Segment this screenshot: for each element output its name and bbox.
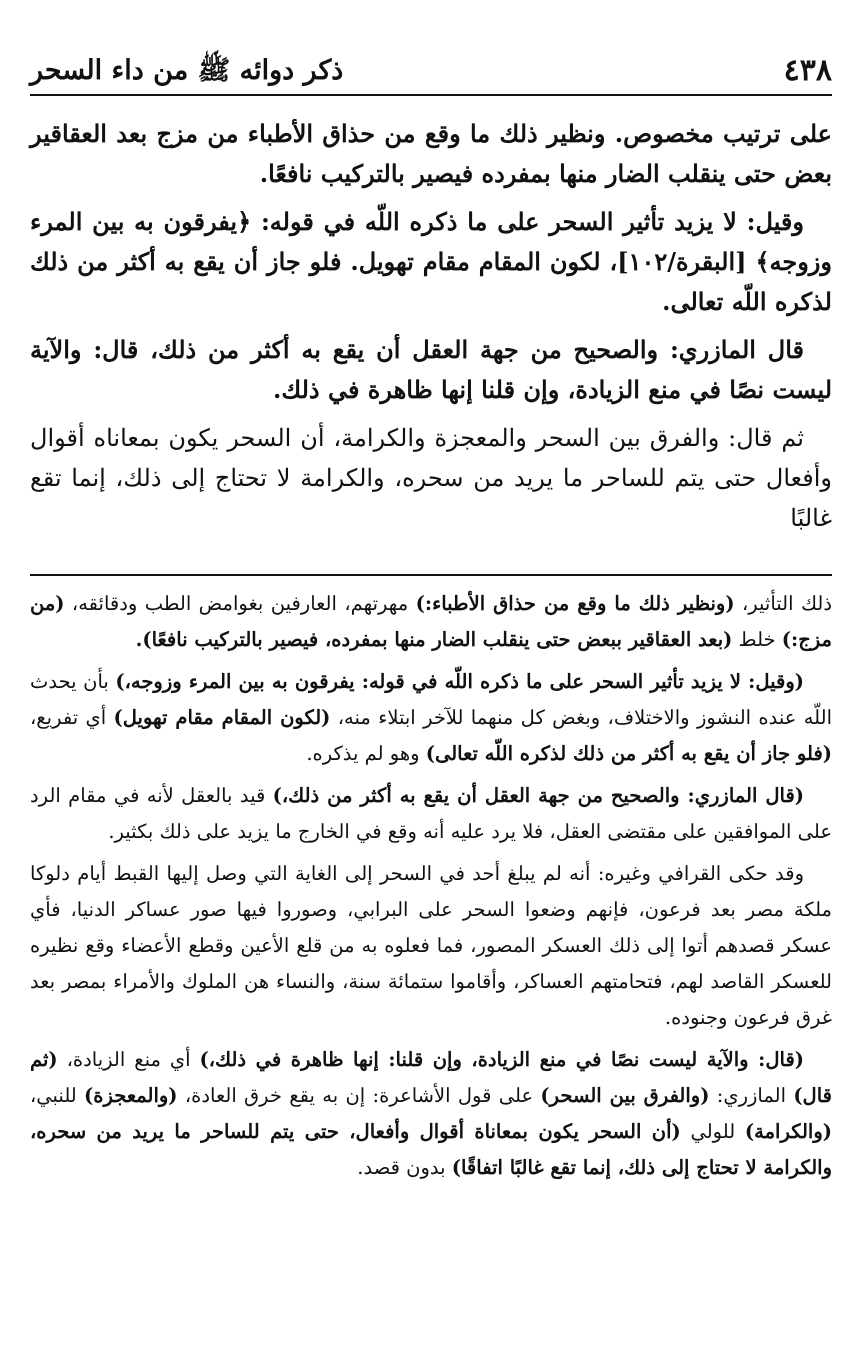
quoted-text: (لكون المقام مقام تهويل) <box>113 706 331 729</box>
quoted-text: (ونظير ذلك ما وقع من حذاق الأطباء:) <box>415 592 735 615</box>
commentary-text: بأن يحدث اللّه عنده النشوز والاختلاف، وبغض كل منهما للآخر ابتلاء منه، <box>30 670 832 729</box>
commentary-text: ذلك التأثير، <box>734 592 833 615</box>
main-paragraph: وقيل: لا يزيد تأثير السحر على ما ذكره اللّه في قوله: ﴿يفرقون به بين المرء وزوجه﴾ [البقرة/١٠٢]، لكون المقام مقام تهويل. فلو جاز أن يقع به أكثر من ذلك لذكره اللّه تعالى. <box>30 207 832 316</box>
commentary-text: قيد بالعقل لأنه في مقام الرد على الموافقين على مقتضى العقل، فلا يرد عليه أنه وقع في الخارج ما يزيد على ذلك بكثير. <box>30 784 832 843</box>
commentary <box>30 586 832 1186</box>
commentary-text: للولي <box>680 1120 745 1143</box>
commentary-paragraph <box>30 664 832 772</box>
main-paragraph: قال المازري: والصحيح من جهة العقل أن يقع به أكثر من ذلك، قال: والآية ليست نصًا في منع الزيادة، وإن قلنا إنها ظاهرة في ذلك. <box>30 335 832 404</box>
quoted-text: (قال: والآية ليست نصًا في منع الزيادة، وإن قلنا: إنها ظاهرة في ذلك،) <box>199 1048 804 1071</box>
quoted-text: (والكرامة) <box>744 1120 832 1143</box>
commentary-text: وهو لم يذكره. <box>306 742 426 765</box>
commentary-text: بدون قصد. <box>357 1156 452 1179</box>
commentary-text: مهرتهم، العارفين بغوامض الطب ودقائقه، <box>64 592 416 615</box>
page-number: ٤٣٨ <box>783 53 832 88</box>
quoted-text: (والمعجزة) <box>84 1084 178 1107</box>
quoted-text: (ثم قال) <box>30 1048 832 1107</box>
commentary-text: على قول الأشاعرة: إن به يقع خرق العادة، <box>177 1084 541 1107</box>
running-title: ذكر دوائه ﷺ من داء السحر <box>30 55 344 86</box>
main-paragraph: على ترتيب مخصوص. ونظير ذلك ما وقع من حذاق الأطباء من مزج بعد العقاقير بعض حتى ينقلب الضار منها بمفرده فيصير بالتركيب نافعًا. <box>30 119 832 188</box>
quoted-text: (بعد العقاقير ببعض حتى ينقلب الضار منها بمفرده، فيصير بالتركيب نافعًا). <box>135 628 733 651</box>
quoted-text: (أن السحر يكون بمعاناة أقوال وأفعال، حتى يتم للساحر ما يريد من سحره، والكرامة لا تحتاج إلى ذلك، إنما تقع غالبًا اتفاقًا) <box>30 1120 832 1179</box>
commentary-paragraph: وقد حكى القرافي وغيره: أنه لم يبلغ أحد في السحر إلى الغاية التي وصل إليها القبط أيام دلوكا ملكة مصر بعد فرعون، فإنهم وضعوا السحر على البرابي، وصوروا فيها صور عساكر الدنيا، فأي عسكر قصدهم أتوا إلى ذلك العسكر المصور، فما فعلوه به من قلع الأعين وقطع الأعضاء وقع نظيره للعسكر القاصد لهم، فتحامتهم العساكر، وأقاموا ستمائة سنة، والنساء هن الملوك والأمراء بمصر بعد غرق فرعون وجنوده. <box>30 862 832 1029</box>
commentary-text: للنبي، <box>30 1084 85 1107</box>
quoted-text: (والفرق بين السحر) <box>540 1084 710 1107</box>
commentary-text: أي منع الزيادة، <box>57 1048 200 1071</box>
main-text <box>30 114 832 538</box>
commentary-paragraph <box>30 586 832 658</box>
quoted-text: (فلو جاز أن يقع به أكثر من ذلك لذكره اللّه تعالى) <box>425 742 832 765</box>
footnote-divider <box>30 574 832 576</box>
quoted-text: (وقيل: لا يزيد تأثير السحر على ما ذكره اللّه في قوله: يفرقون به بين المرء وزوجه،) <box>115 670 804 693</box>
commentary-text: خلط <box>732 628 782 651</box>
quoted-text: (من مزج:) <box>30 592 832 651</box>
commentary-paragraph <box>30 778 832 850</box>
main-paragraph: ثم قال: والفرق بين السحر والمعجزة والكرامة، أن السحر يكون بمعاناه أقوال وأفعال حتى يتم للساحر ما يريد من سحره، والكرامة لا تحتاج إلى ذلك، إنما تقع غالبًا <box>30 424 832 532</box>
commentary-text: المازري: <box>709 1084 794 1107</box>
page-header <box>30 52 832 96</box>
commentary-text: أي تفريع، <box>30 706 114 729</box>
commentary-paragraph <box>30 1042 832 1186</box>
quoted-text: (قال المازري: والصحيح من جهة العقل أن يقع به أكثر من ذلك،) <box>272 784 805 807</box>
